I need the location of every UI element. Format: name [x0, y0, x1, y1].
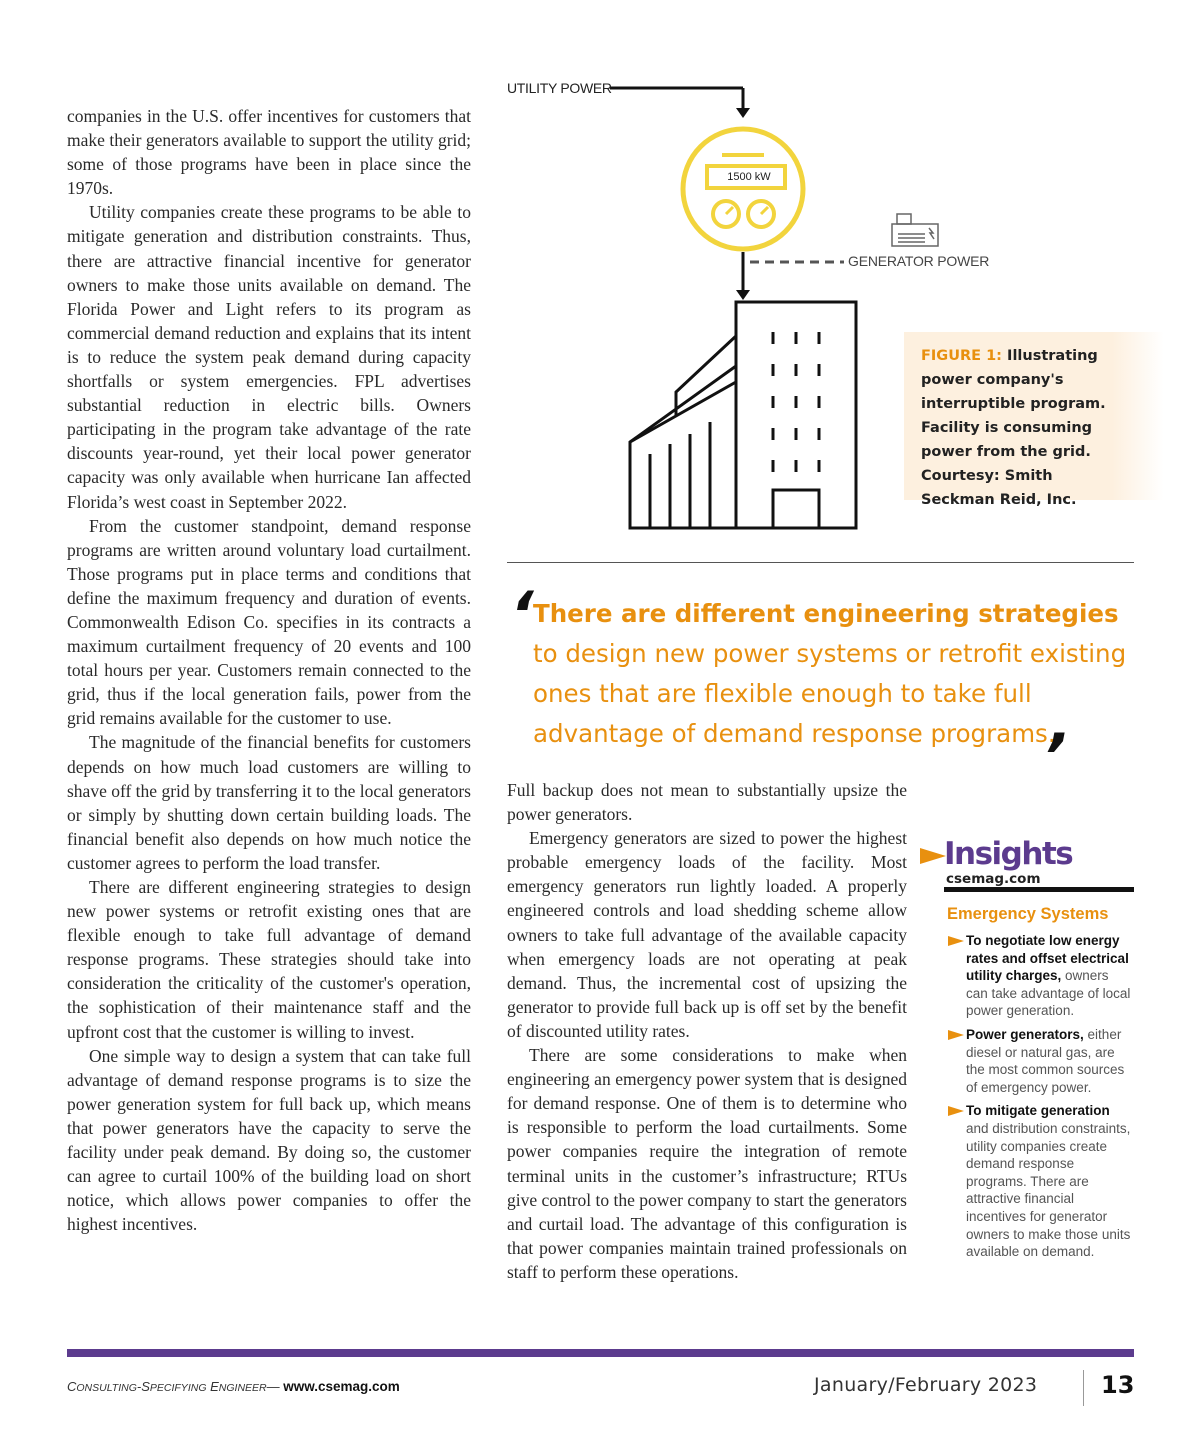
insights-title: Insights — [944, 836, 1073, 872]
paragraph: The magnitude of the financial benefits for customers depends on how much load customers are willing to shave off the grid by transferring it to the local generators or simply by shutting down certain building loads. The financial benefit also depends on how much notice the customer agrees to perform the load transfer. — [67, 732, 471, 873]
footer-bar — [67, 1349, 1134, 1357]
bullet-arrow-icon — [948, 1106, 964, 1116]
utility-power-label: UTILITY POWER — [507, 80, 612, 96]
paragraph: companies in the U.S. offer incentives for customers that make their generators available to support the utility grid; some of those programs have been in place since the 1970s. — [67, 106, 471, 199]
paragraph: From the customer standpoint, demand response programs are written around voluntary load curtailment. Those programs put in place terms and conditions that define the maximum frequency and duration of events. Commonwealth Edison Co. specifies in its contracts a maximum curtailment frequency of 20 events and 100 total hours per year. Customers remain connected to the grid, thus if the local generation fails, power from the grid remains available for the customer to use. — [67, 515, 471, 729]
quote-line: There are different engineering strategies — [533, 599, 1119, 628]
caption-text: Illustrating power company's interruptible program. Facility is consuming power from the grid. Courtesy: Smith Seckman Reid, Inc. — [921, 348, 1106, 508]
figure-caption — [904, 332, 1164, 508]
quote-line: advantage of demand response programs. — [533, 719, 1056, 748]
bullet-arrow-icon — [948, 936, 964, 946]
paragraph: There are different engineering strategies to design new power systems or retrofit existing ones that are flexible enough to take full advantage of demand response programs. These strategies should take into consideration the criticality of the customer's operation, the sophistication of their maintenance staff and the upfront cost that the customer is willing to invest. — [67, 877, 471, 1042]
article-middle-column — [507, 778, 907, 1284]
building-icon — [630, 302, 856, 528]
divider — [944, 887, 1134, 892]
paragraph: One simple way to design a system that can take full advantage of demand response programs is to size the power generation system for full back up, which means that power generators have the capacity to serve the facility under peak demand. By doing so, the customer can agree to curtail 100% of the building load on short notice, which allows power companies to offer the highest incentives. — [67, 1045, 471, 1235]
meter-reading: 1500 kW — [727, 171, 771, 183]
paragraph: Emergency generators are sized to power the highest probable emergency loads of the facility. Most emergency generators run lightly loaded. A properly engineered controls and load shedding scheme allow owners to take full advantage of the available capacity when emergency loads are not operating at peak demand. Thus, the incremental cost of upsizing the generator to provide full back up is off set by the benefit of discounted utility rates. — [507, 828, 907, 1041]
insight-item: Power generators, either diesel or natural gas, are the most common sources of emergency power. — [948, 1026, 1134, 1096]
paragraph: There are some considerations to make when engineering an emergency power system that is designed for demand response. One of them is to determine who is responsible to perform the load curtailments. Some power companies require the integration of remote terminal units in the customer’s infrastructure; RTUs give control to the power company to start the generators and curtail load. The advantage of this configuration is that power companies maintain trained professionals on staff to perform these operations. — [507, 1045, 907, 1282]
insights-heading: Emergency Systems — [947, 905, 1109, 923]
divider — [1083, 1370, 1084, 1406]
open-quote-mark: ‘ — [510, 578, 534, 651]
quote-line: ones that are flexible enough to take full — [533, 679, 1032, 708]
caption-label: FIGURE 1: — [921, 348, 1002, 364]
quote-line: to design new power systems or retrofit existing — [533, 639, 1127, 668]
paragraph: Utility companies create these programs to be able to mitigate generation and distribution constraints. Thus, there are attractive financial incentive for generator owners to make those units available on demand. The Florida Power and Light refers to its program as commercial demand reduction and explains that its intent is to reduce the system peak demand during capacity shortfalls or system emergencies. FPL advertises substantial reduction in electric bills. Owners participating in the program take advantage of the rate discounts year-round, yet their local power generator capacity was only available when hurricane Ian affected Florida’s west coast in September 2022. — [67, 202, 471, 512]
insights-url[interactable]: csemag.com — [946, 871, 1041, 887]
publication-name: CONSULTING-SPECIFYING ENGINEER— www.csemag.com — [67, 1379, 400, 1394]
page-number: 13 — [1101, 1371, 1135, 1399]
generator-icon — [892, 214, 938, 246]
bullet-arrow-icon — [948, 1030, 964, 1040]
website-link[interactable]: www.csemag.com — [283, 1379, 400, 1394]
close-quote-mark: ’ — [1043, 720, 1067, 793]
divider — [507, 562, 1134, 563]
arrow-icon — [920, 848, 946, 864]
insight-item: To negotiate low energy rates and offset electrical utility charges, owners can take advantage of local power generation. — [948, 932, 1134, 1020]
issue-date: January/February 2023 — [814, 1374, 1038, 1396]
paragraph: Full backup does not mean to substantially upsize the power generators. — [507, 780, 907, 825]
article-left-column — [67, 104, 471, 1236]
generator-power-label: GENERATOR POWER — [848, 253, 990, 269]
insight-item: To mitigate generation and distribution constraints, utility companies create demand response programs. There are attractive financial incentives for generator owners to make those units available on demand. — [948, 1102, 1134, 1260]
